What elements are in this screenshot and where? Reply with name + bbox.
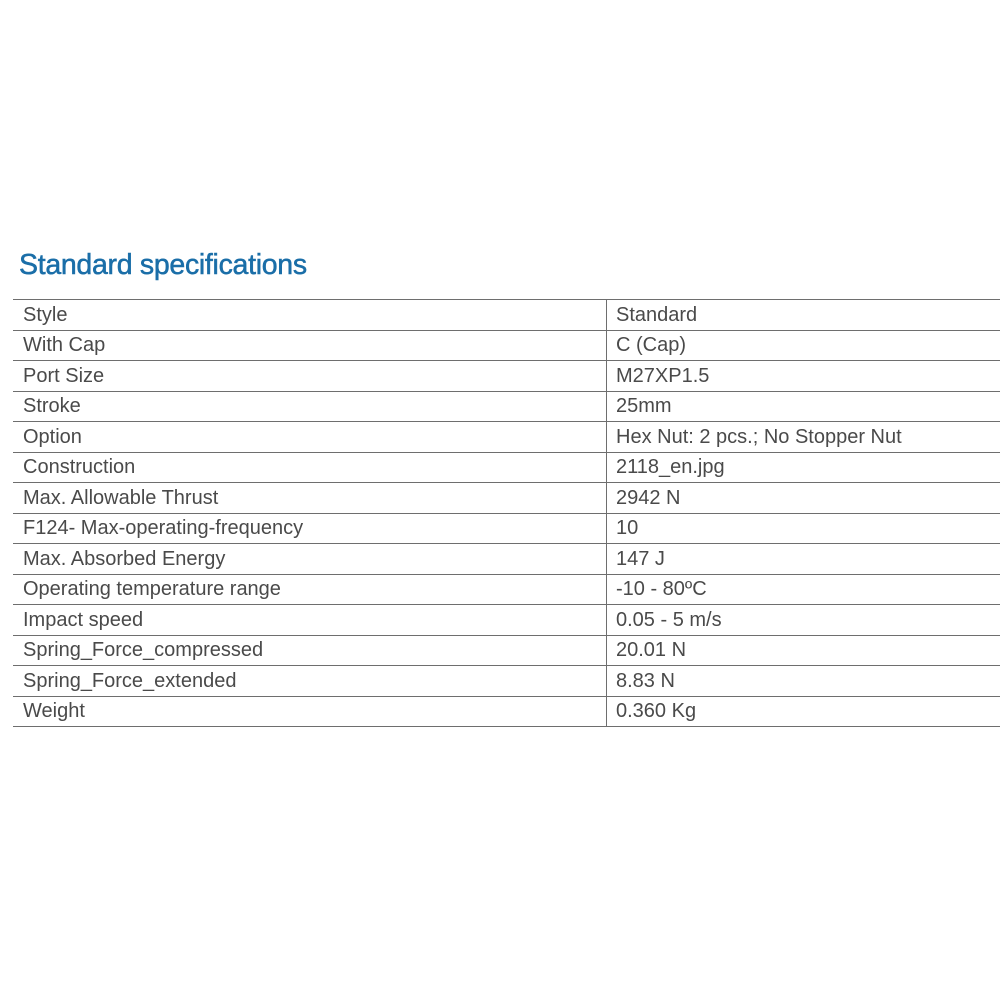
table-row	[13, 666, 1000, 697]
page-title: Standard specifications	[19, 249, 307, 281]
spec-label: Max. Allowable Thrust	[13, 483, 607, 514]
spec-value: -10 - 80ºC	[607, 574, 1000, 605]
spec-label: Stroke	[13, 391, 607, 422]
table-row	[13, 452, 1000, 483]
spec-label: Construction	[13, 452, 607, 483]
spec-value: 10	[607, 513, 1000, 544]
spec-value: 8.83 N	[607, 666, 1000, 697]
spec-label: Max. Absorbed Energy	[13, 544, 607, 575]
table-row	[13, 544, 1000, 575]
table-row	[13, 361, 1000, 392]
spec-label: Port Size	[13, 361, 607, 392]
table-row	[13, 391, 1000, 422]
spec-value: 0.360 Kg	[607, 696, 1000, 727]
table-row	[13, 422, 1000, 453]
spec-value: 147 J	[607, 544, 1000, 575]
spec-value: M27XP1.5	[607, 361, 1000, 392]
specifications-table-body	[13, 300, 1000, 727]
spec-label: Impact speed	[13, 605, 607, 636]
table-row	[13, 574, 1000, 605]
spec-label: Style	[13, 300, 607, 331]
spec-value: 2118_en.jpg	[607, 452, 1000, 483]
table-row	[13, 605, 1000, 636]
spec-value: 25mm	[607, 391, 1000, 422]
spec-value: 20.01 N	[607, 635, 1000, 666]
spec-value: Hex Nut: 2 pcs.; No Stopper Nut	[607, 422, 1000, 453]
table-row	[13, 330, 1000, 361]
table-row	[13, 635, 1000, 666]
spec-label: Option	[13, 422, 607, 453]
spec-value: C (Cap)	[607, 330, 1000, 361]
spec-label: Weight	[13, 696, 607, 727]
spec-value: 2942 N	[607, 483, 1000, 514]
spec-label: With Cap	[13, 330, 607, 361]
spec-label: F124- Max-operating-frequency	[13, 513, 607, 544]
spec-value: 0.05 - 5 m/s	[607, 605, 1000, 636]
spec-label: Operating temperature range	[13, 574, 607, 605]
spec-label: Spring_Force_extended	[13, 666, 607, 697]
table-row	[13, 300, 1000, 331]
specifications-table	[13, 299, 1000, 727]
table-row	[13, 696, 1000, 727]
spec-value: Standard	[607, 300, 1000, 331]
table-row	[13, 483, 1000, 514]
table-row	[13, 513, 1000, 544]
spec-label: Spring_Force_compressed	[13, 635, 607, 666]
